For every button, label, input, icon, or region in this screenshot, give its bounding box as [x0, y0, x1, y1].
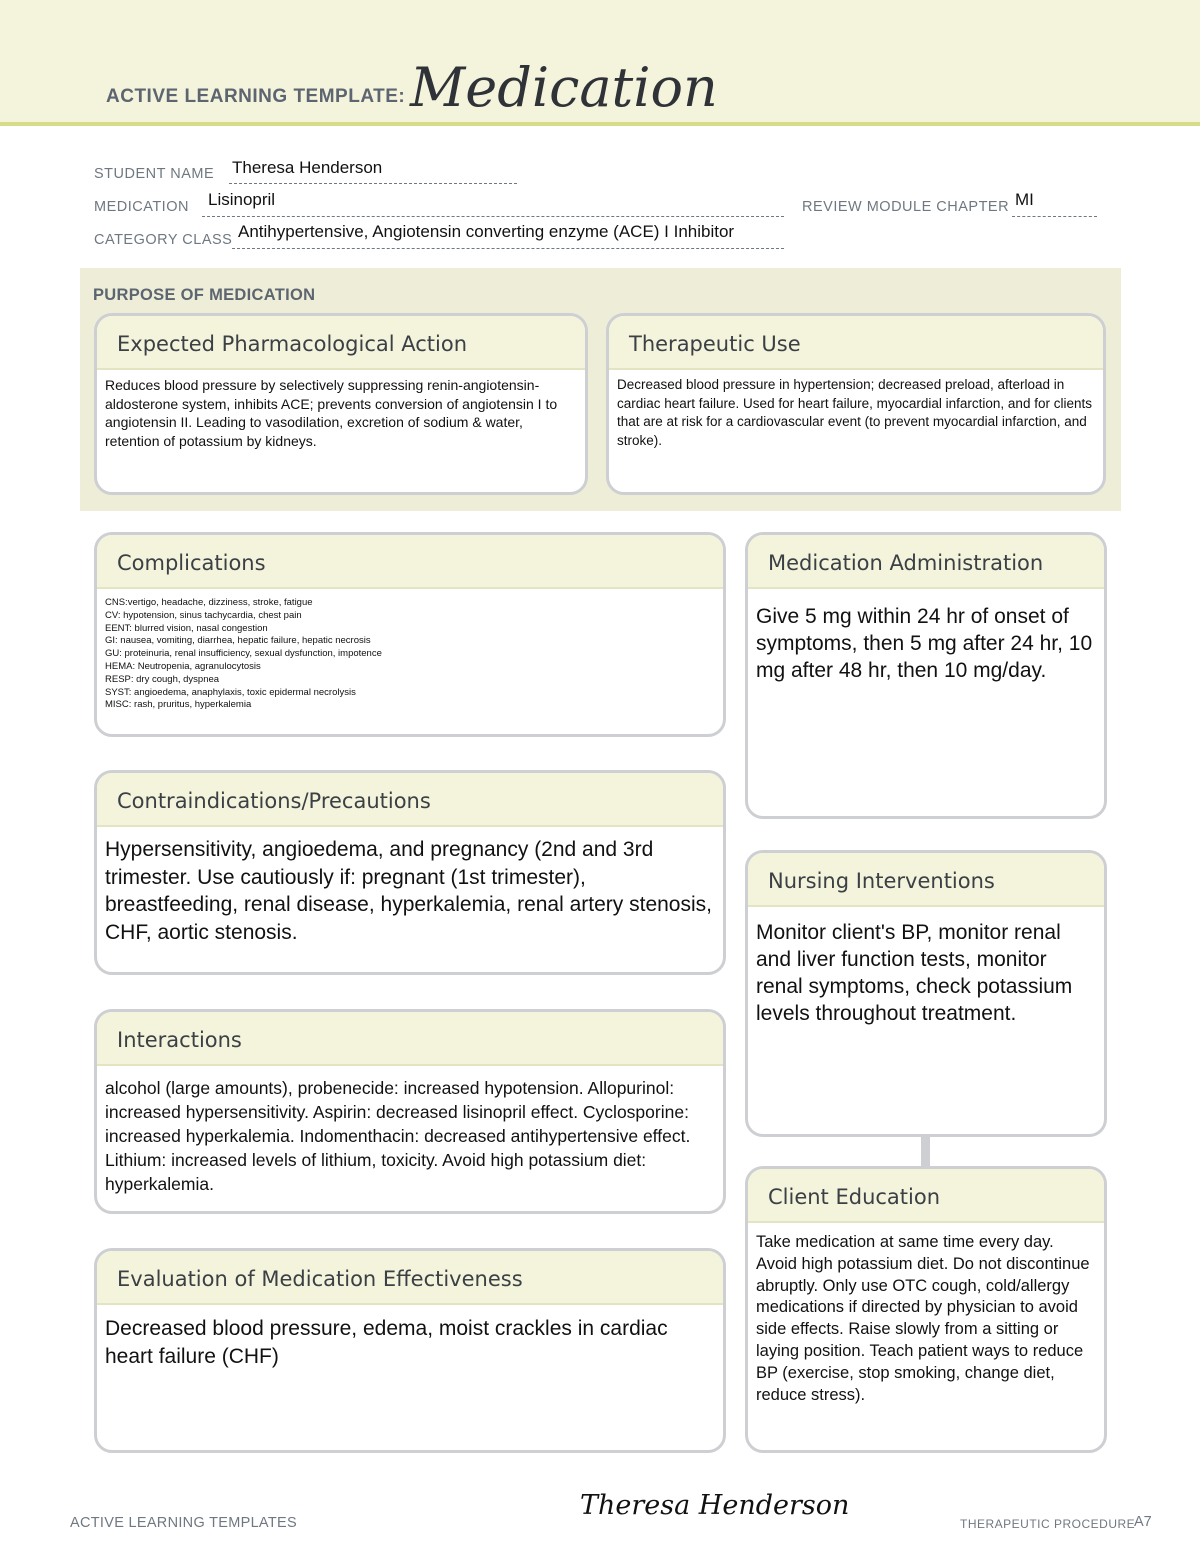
medication-label: MEDICATION [94, 199, 189, 215]
contraindications-text: Hypersensitivity, angioedema, and pregnancy (2nd and 3rd trimester. Use cautiously if: pregnant (1st trimester), breastfeeding, renal disease, hyperkalemia, renal artery stenosis, CHF, aortic stenosis. [105, 838, 712, 944]
interactions-box [94, 1009, 726, 1214]
therapeutic-use-text: Decreased blood pressure in hypertension; decreased preload, afterload in cardiac heart failure. Used for heart failure, myocardial infarction, and for clients that are at risk for a cardiovascular event (to prevent myocardial infarction, and stroke). [617, 377, 1092, 448]
signature: Theresa Henderson [580, 1490, 850, 1521]
administration-text: Give 5 mg within 24 hr of onset of symptoms, then 5 mg after 24 hr, 10 mg after 48 hr, then 10 mg/day. [756, 605, 1093, 682]
therapeutic-use-box [606, 313, 1106, 495]
student-name-label: STUDENT NAME [94, 166, 215, 182]
page-title: Medication [410, 56, 718, 119]
contraindications-heading: Contraindications/Precautions [97, 773, 723, 827]
complication-line: CNS:vertigo, headache, dizziness, stroke, fatigue [105, 597, 313, 608]
header-rule [0, 122, 1200, 126]
purpose-title: PURPOSE OF MEDICATION [93, 286, 316, 304]
category-label: CATEGORY CLASS [94, 232, 233, 248]
template-label: ACTIVE LEARNING TEMPLATE: [106, 86, 406, 107]
complication-line: HEMA: Neutropenia, agranulocytosis [105, 660, 261, 672]
student-name-value: Theresa Henderson [232, 158, 383, 177]
category-value: Antihypertensive, Angiotensin converting enzyme (ACE) I Inhibitor [238, 222, 735, 241]
complication-line: MISC: rash, pruritus, hyperkalemia [105, 699, 252, 711]
medication-value: Lisinopril [208, 190, 276, 209]
complications-box [94, 532, 726, 737]
evaluation-text: Decreased blood pressure, edema, moist crackles in cardiac heart failure (CHF) [105, 1317, 668, 1368]
therapeutic-use-heading: Therapeutic Use [609, 316, 1103, 370]
chapter-label: REVIEW MODULE CHAPTER [802, 199, 1010, 215]
complications-list [97, 589, 723, 712]
client-education-box [745, 1166, 1107, 1453]
evaluation-box [94, 1248, 726, 1453]
box-connector [921, 1136, 930, 1166]
complication-line: GU: proteinuria, renal insufficiency, sexual dysfunction, impotence [105, 648, 382, 660]
footer-right-label: THERAPEUTIC PROCEDURE [960, 1517, 1136, 1531]
chapter-value: MI [1015, 190, 1034, 209]
evaluation-heading: Evaluation of Medication Effectiveness [97, 1251, 723, 1305]
complication-line: SYST: angioedema, anaphylaxis, toxic epidermal necrolysis [105, 686, 356, 698]
client-education-heading: Client Education [748, 1169, 1104, 1223]
interactions-text: alcohol (large amounts), probenecide: increased hypotension. Allopurinol: increased hypersensitivity. Aspirin: decreased lisinopril effect. Cyclosporine: increased hyperkalemia. Indomenthacin: decreased antihypertensive effect. Lithium: increased levels of lithium, toxicity. Avoid high potassium diet: hyperkalemia. [105, 1078, 691, 1194]
complications-heading: Complications [97, 535, 723, 589]
footer-left-label: ACTIVE LEARNING TEMPLATES [70, 1515, 297, 1531]
complication-line: CV: hypotension, sinus tachycardia, chest pain [105, 609, 302, 621]
medication-field [202, 196, 784, 217]
administration-heading: Medication Administration [748, 535, 1104, 589]
complication-line: GI: nausea, vomiting, diarrhea, hepatic failure, hepatic necrosis [105, 635, 371, 647]
expected-action-box [94, 313, 588, 495]
nursing-interventions-heading: Nursing Interventions [748, 853, 1104, 907]
expected-action-heading: Expected Pharmacological Action [97, 316, 585, 370]
contraindications-box [94, 770, 726, 975]
administration-box [745, 532, 1107, 819]
page-number: A7 [1134, 1514, 1152, 1530]
expected-action-text: Reduces blood pressure by selectively suppressing renin-angiotensin-aldosterone system, inhibits ACE; prevents conversion of angiotensin I to angiotensin II. Leading to vasodilation, excretion of sodium & water, retention of potassium by kidneys. [105, 377, 558, 449]
complication-line: RESP: dry cough, dyspnea [105, 673, 220, 685]
nursing-interventions-box [745, 850, 1107, 1137]
client-education-text: Take medication at same time every day. Avoid high potassium diet. Do not discontinue abruptly. Only use OTC cough, cold/allergy medications if directed by physician to avoid side effects. Raise slowly from a sitting or laying position. Teach patient ways to reduce BP (exercise, stop smoking, change diet, reduce stress). [756, 1233, 1090, 1404]
interactions-heading: Interactions [97, 1012, 723, 1066]
complication-line: EENT: blurred vision, nasal congestion [105, 622, 268, 634]
nursing-interventions-text: Monitor client's BP, monitor renal and liver function tests, monitor renal symptoms, check potassium levels throughout treatment. [756, 921, 1073, 1025]
